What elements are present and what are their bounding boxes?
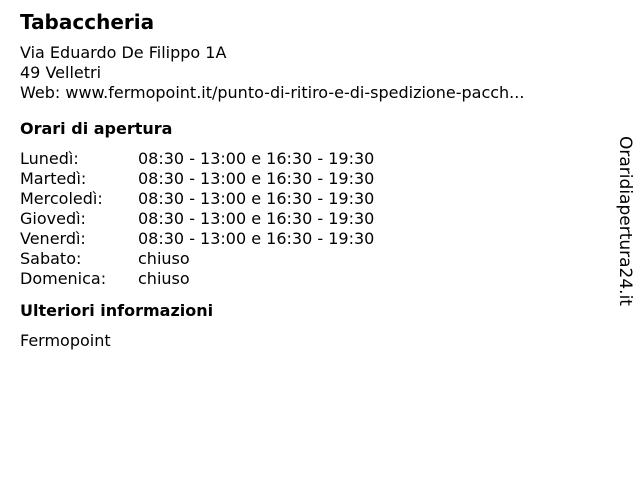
day-label: Martedì:: [20, 169, 87, 188]
hours-row-tuesday: [20, 169, 600, 189]
store-address: [20, 43, 600, 103]
more-info-title: Ulteriori informazioni: [20, 301, 214, 320]
day-hours: 08:30 - 13:00 e 16:30 - 19:30: [138, 229, 375, 248]
day-label: Sabato:: [20, 249, 82, 268]
day-label: Mercoledì:: [20, 189, 103, 208]
day-label: Giovedì:: [20, 209, 86, 228]
day-hours: chiuso: [138, 269, 190, 288]
more-info-text: Fermopoint: [20, 331, 111, 350]
hours-row-saturday: [20, 249, 600, 269]
day-hours: chiuso: [138, 249, 190, 268]
store-card: [20, 9, 600, 351]
site-watermark: Oraridiapertura24.it: [615, 136, 635, 306]
day-label: Lunedì:: [20, 149, 79, 168]
day-label: Domenica:: [20, 269, 107, 288]
hours-row-thursday: [20, 209, 600, 229]
hours-row-friday: [20, 229, 600, 249]
day-label: Venerdì:: [20, 229, 86, 248]
opening-hours-title: Orari di apertura: [20, 119, 173, 138]
hours-row-sunday: [20, 269, 600, 289]
hours-row-wednesday: [20, 189, 600, 209]
address-street: Via Eduardo De Filippo 1A: [20, 43, 227, 62]
store-name: Tabaccheria: [20, 10, 155, 34]
hours-row-monday: [20, 149, 600, 169]
day-hours: 08:30 - 13:00 e 16:30 - 19:30: [138, 209, 375, 228]
day-hours: 08:30 - 13:00 e 16:30 - 19:30: [138, 149, 375, 168]
day-hours: 08:30 - 13:00 e 16:30 - 19:30: [138, 169, 375, 188]
day-hours: 08:30 - 13:00 e 16:30 - 19:30: [138, 189, 375, 208]
website-link[interactable]: Web: www.fermopoint.it/punto-di-ritiro-e-di-spedizione-pacch...: [20, 83, 525, 102]
address-city: 49 Velletri: [20, 63, 102, 82]
opening-hours-table: [20, 149, 600, 289]
